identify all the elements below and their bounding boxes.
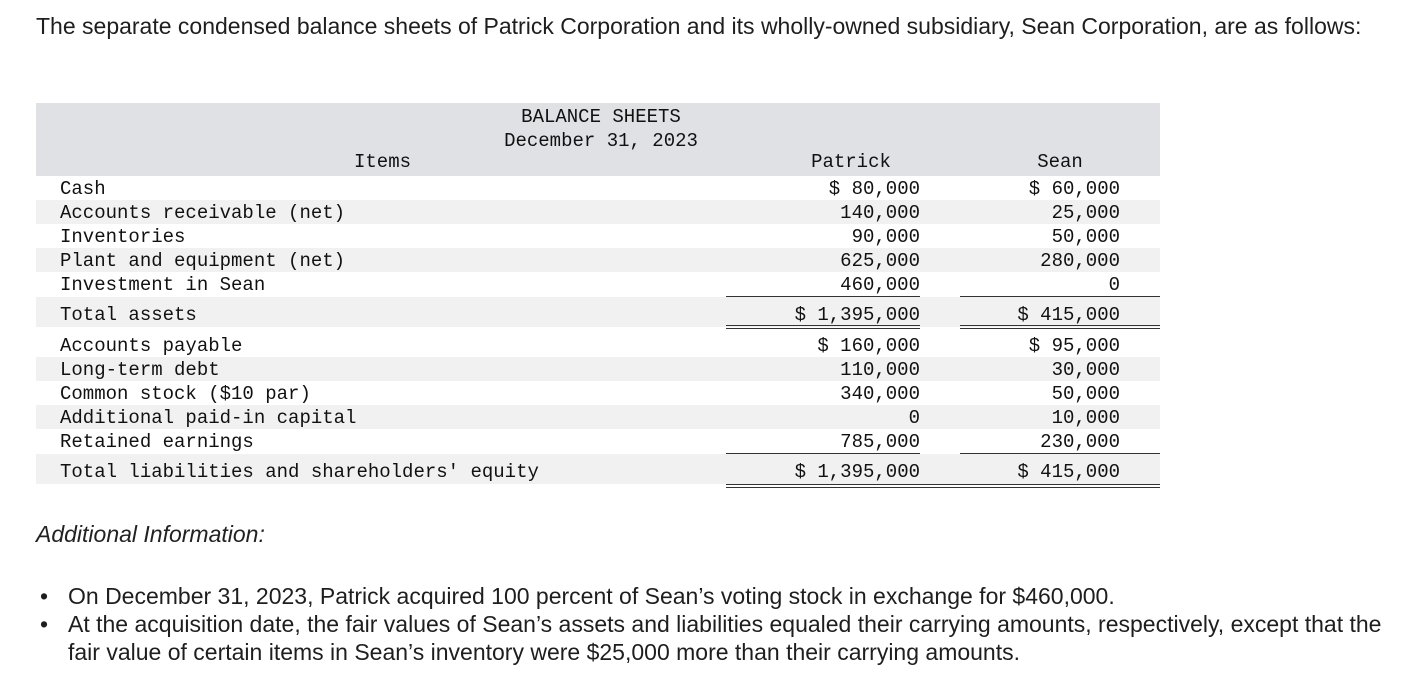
patrick-value: 785,000 xyxy=(840,431,920,453)
sean-value: 30,000 xyxy=(1051,359,1120,381)
additional-information-heading: Additional Information: xyxy=(36,521,265,547)
row-label: Total assets xyxy=(60,304,197,326)
subtotal-rule xyxy=(726,453,920,454)
table-row-investment-in-sean xyxy=(36,272,1160,296)
patrick-value: $ 1,395,000 xyxy=(794,461,920,483)
table-row-long-term-debt xyxy=(36,357,1160,381)
intro-paragraph: The separate condensed balance sheets of Patrick Corporation and its wholly-owned subsidiary, Sean Corporation, are as follows: xyxy=(36,13,1362,39)
patrick-value: 0 xyxy=(908,407,920,429)
row-label: Additional paid-in capital xyxy=(60,407,357,429)
row-label: Accounts payable xyxy=(60,335,243,357)
items-column-header: Items xyxy=(353,151,411,173)
table-row-common-stock xyxy=(36,381,1160,405)
sean-value: 280,000 xyxy=(1040,250,1120,272)
sean-value: $ 95,000 xyxy=(1028,335,1120,357)
table-row-accounts-receivable xyxy=(36,200,1160,224)
row-label: Retained earnings xyxy=(60,431,254,453)
total-double-rule xyxy=(960,325,1160,329)
row-label: Common stock ($10 par) xyxy=(60,383,311,405)
table-row-cash xyxy=(36,176,1160,200)
patrick-column-header: Patrick xyxy=(811,151,891,173)
sean-value: 230,000 xyxy=(1040,431,1120,453)
table-row-accounts-payable xyxy=(36,333,1160,357)
table-row-total-liabilities-equity xyxy=(36,454,1160,484)
sean-value: $ 415,000 xyxy=(1017,304,1120,326)
sean-value: $ 415,000 xyxy=(1017,461,1120,483)
patrick-value: $ 80,000 xyxy=(828,178,920,200)
sean-value: 0 xyxy=(1108,274,1120,296)
subtotal-rule xyxy=(726,296,920,297)
patrick-value: 140,000 xyxy=(840,202,920,224)
table-row-total-assets xyxy=(36,297,1160,327)
patrick-value: 110,000 xyxy=(840,359,920,381)
subtotal-rule xyxy=(960,296,1160,297)
table-row-retained-earnings xyxy=(36,429,1160,453)
sean-value: 10,000 xyxy=(1051,407,1120,429)
row-label: Long-term debt xyxy=(60,359,220,381)
sean-value: 50,000 xyxy=(1051,226,1120,248)
table-title xyxy=(436,105,766,153)
sean-value: 25,000 xyxy=(1051,202,1120,224)
list-item xyxy=(36,582,1396,610)
bullet-icon: • xyxy=(40,583,49,609)
patrick-value: 625,000 xyxy=(840,250,920,272)
row-label: Accounts receivable (net) xyxy=(60,202,346,224)
row-label: Inventories xyxy=(60,226,186,248)
list-item xyxy=(36,610,1396,666)
patrick-value: 340,000 xyxy=(840,383,920,405)
row-label: Plant and equipment (net) xyxy=(60,250,346,272)
total-double-rule xyxy=(726,484,1160,488)
balance-sheet-table xyxy=(36,103,1160,484)
sean-value: $ 60,000 xyxy=(1028,178,1120,200)
table-title-line1: BALANCE SHEETS xyxy=(521,106,681,128)
row-label: Cash xyxy=(60,178,106,200)
bullet-icon: • xyxy=(40,611,49,637)
sean-column-header: Sean xyxy=(1037,151,1083,173)
subtotal-rule xyxy=(960,453,1160,454)
row-label: Investment in Sean xyxy=(60,274,266,296)
list-item-text: At the acquisition date, the fair values of Sean’s assets and liabilities equaled their carrying amounts, respectively, except that the fair value of certain items in Sean’s inventory were $25,000 more than their carrying amounts. xyxy=(68,611,1382,665)
patrick-value: $ 160,000 xyxy=(817,335,920,357)
patrick-value: 90,000 xyxy=(851,226,920,248)
sean-value: 50,000 xyxy=(1051,383,1120,405)
table-row-inventories xyxy=(36,224,1160,248)
table-header xyxy=(36,103,1160,176)
table-row-plant-equipment xyxy=(36,248,1160,272)
row-label: Total liabilities and shareholders' equity xyxy=(60,461,539,483)
additional-information-list xyxy=(36,582,1396,666)
table-row-additional-paid-in-capital xyxy=(36,405,1160,429)
patrick-value: 460,000 xyxy=(840,274,920,296)
patrick-value: $ 1,395,000 xyxy=(794,304,920,326)
list-item-text: On December 31, 2023, Patrick acquired 100 percent of Sean’s voting stock in exchange for $460,000. xyxy=(68,583,1115,609)
total-double-rule xyxy=(726,325,920,329)
table-title-line2: December 31, 2023 xyxy=(504,130,698,152)
